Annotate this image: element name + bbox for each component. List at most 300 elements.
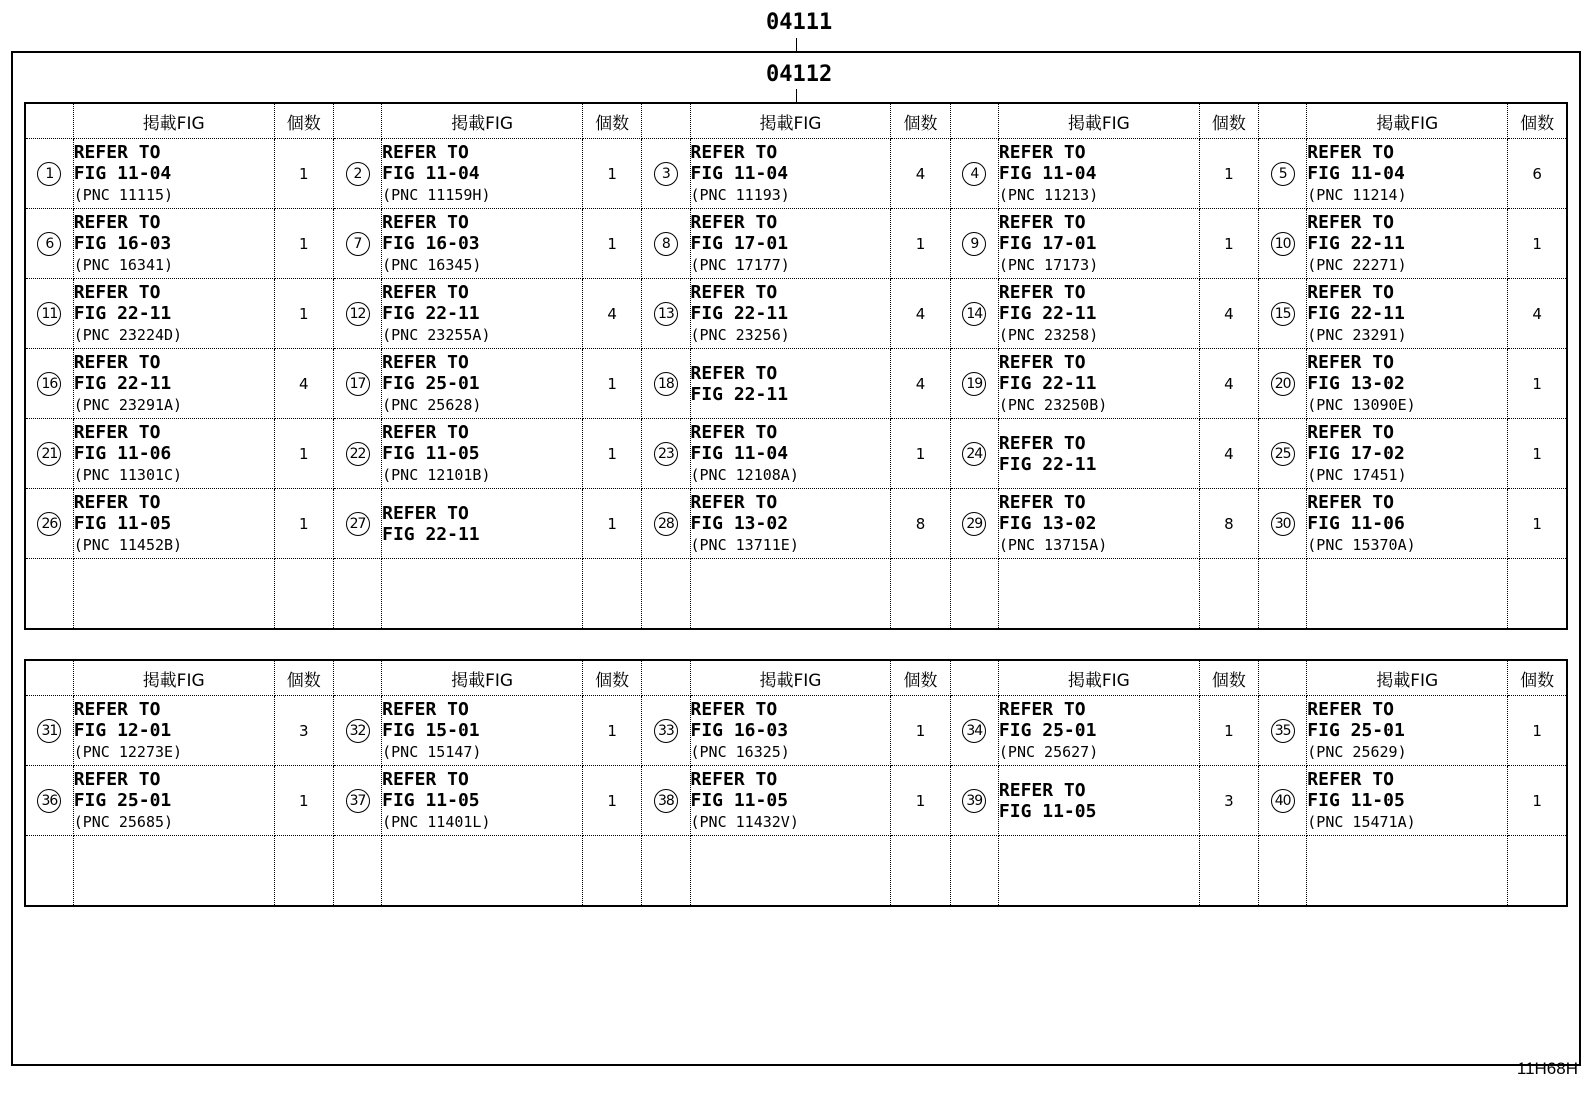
empty-cell [333,559,381,629]
header-ref-number [950,103,998,139]
empty-cell [274,836,333,906]
refer-to-text: REFER TO [1307,141,1394,163]
refer-to-text: REFER TO [998,281,1086,303]
refer-to-text: REFER TO [690,768,778,790]
ref-number-cell [25,696,73,766]
fig-reference-cell [690,489,891,559]
quantity-cell: 3 [1199,766,1258,836]
table-row [25,696,1567,766]
fig-number-text: FIG 12-01 [73,719,172,741]
fig-number-text: FIG 22-11 [998,453,1097,475]
pnc-text: (PNC 16345) [382,255,482,274]
refer-to-text: REFER TO [1307,491,1394,513]
pnc-text: (PNC 25628) [382,395,482,414]
pnc-text: (PNC 15471A) [1307,812,1416,831]
pnc-text: (PNC 23255A) [382,325,491,344]
fig-number-text: FIG 11-05 [382,789,480,811]
refer-to-text: REFER TO [73,698,161,720]
header-qty: 個数 [1199,103,1258,139]
header-ref-number [1259,103,1307,139]
ref-number-cell [1259,209,1307,279]
header-ref-number [642,660,690,696]
refer-to-text: REFER TO [690,141,778,163]
pnc-text: (PNC 13090E) [1307,395,1416,414]
header-qty: 個数 [583,103,642,139]
quantity-cell: 1 [1199,209,1258,279]
refer-to-text: REFER TO [73,351,161,373]
fig-reference-cell [998,766,1199,836]
fig-number-text: FIG 22-11 [690,383,789,405]
ref-number-cell [950,766,998,836]
ref-number-cell [1259,696,1307,766]
fig-reference-cell [1307,696,1508,766]
pnc-text: (PNC 12101B) [382,465,491,484]
empty-cell [1307,836,1508,906]
empty-cell [950,559,998,629]
fig-reference-cell [382,139,583,209]
fig-number-text: FIG 22-11 [73,302,172,324]
ref-number-circle: 32 [346,719,370,743]
refer-to-text: REFER TO [690,281,778,303]
header-fig: 掲載FIG [998,660,1199,696]
refer-to-text: REFER TO [690,362,778,384]
empty-cell [274,559,333,629]
fig-number-text: FIG 25-01 [998,719,1097,741]
fig-number-text: FIG 25-01 [73,789,172,811]
parts-reference-table-2 [24,659,1568,907]
ref-number-cell [333,349,381,419]
pnc-text: (PNC 23291) [1307,325,1407,344]
ref-number-circle: 25 [1271,442,1295,466]
refer-to-text: REFER TO [1307,351,1394,373]
fig-number-text: FIG 22-11 [1307,302,1405,324]
header-ref-number [1259,660,1307,696]
fig-reference-cell [73,139,274,209]
ref-number-circle: 13 [654,302,678,326]
quantity-cell: 1 [583,419,642,489]
quantity-cell: 1 [1508,419,1567,489]
fig-reference-cell [690,696,891,766]
quantity-cell: 4 [1199,419,1258,489]
fig-reference-cell [382,419,583,489]
fig-reference-cell [382,209,583,279]
figure-code: 11H68H [1516,1059,1578,1078]
header-qty: 個数 [274,660,333,696]
empty-cell [1199,836,1258,906]
empty-table-row [25,836,1567,906]
empty-cell [1199,559,1258,629]
ref-number-cell [25,349,73,419]
ref-number-cell [950,419,998,489]
fig-reference-cell [690,419,891,489]
ref-number-circle: 36 [37,789,61,813]
ref-number-circle: 31 [37,719,61,743]
ref-number-cell [333,696,381,766]
pnc-text: (PNC 11301C) [73,465,183,484]
header-fig: 掲載FIG [1307,103,1508,139]
ref-number-circle: 35 [1271,719,1295,743]
empty-cell [583,836,642,906]
ref-number-circle: 3 [654,162,678,186]
table-row [25,139,1567,209]
refer-to-text: REFER TO [1307,698,1394,720]
pnc-text: (PNC 11159H) [382,185,491,204]
pnc-text: (PNC 11213) [998,185,1099,204]
ref-number-circle: 19 [962,372,986,396]
refer-to-text: REFER TO [1307,211,1394,233]
fig-reference-cell [998,139,1199,209]
refer-to-text: REFER TO [1307,421,1394,443]
empty-cell [333,836,381,906]
quantity-cell: 1 [274,419,333,489]
quantity-cell: 4 [1508,279,1567,349]
fig-reference-cell [382,766,583,836]
refer-to-text: REFER TO [998,779,1086,801]
refer-to-text: REFER TO [382,698,469,720]
empty-cell [950,836,998,906]
ref-number-circle: 29 [962,512,986,536]
empty-cell [382,559,583,629]
ref-number-circle: 18 [654,372,678,396]
ref-number-cell [25,139,73,209]
ref-number-cell [642,489,690,559]
header-qty: 個数 [1199,660,1258,696]
empty-cell [998,836,1199,906]
fig-reference-cell [998,209,1199,279]
header-ref-number [642,103,690,139]
refer-to-text: REFER TO [998,211,1086,233]
fig-number-text: FIG 11-04 [73,162,172,184]
pnc-text: (PNC 15370A) [1307,535,1416,554]
quantity-cell: 4 [274,349,333,419]
quantity-cell: 4 [891,349,950,419]
quantity-cell: 4 [891,139,950,209]
fig-number-text: FIG 16-03 [73,232,172,254]
ref-number-cell [950,349,998,419]
fig-reference-cell [73,489,274,559]
ref-number-circle: 17 [346,372,370,396]
ref-number-cell [950,209,998,279]
empty-cell [382,836,583,906]
refer-to-text: REFER TO [73,421,161,443]
ref-number-circle: 38 [654,789,678,813]
ref-number-cell [333,419,381,489]
refer-to-text: REFER TO [73,491,161,513]
quantity-cell: 1 [583,766,642,836]
refer-to-text: REFER TO [73,141,161,163]
ref-number-circle: 39 [962,789,986,813]
ref-number-cell [1259,766,1307,836]
quantity-cell: 3 [274,696,333,766]
empty-cell [690,836,891,906]
pnc-text: (PNC 16325) [690,742,790,761]
ref-number-cell [642,209,690,279]
quantity-cell: 1 [583,209,642,279]
header-fig: 掲載FIG [73,660,274,696]
fig-reference-cell [1307,419,1508,489]
pnc-text: (PNC 23258) [998,325,1099,344]
ref-number-cell [25,279,73,349]
fig-reference-cell [73,349,274,419]
ref-number-cell [642,419,690,489]
ref-number-circle: 23 [654,442,678,466]
fig-number-text: FIG 25-01 [1307,719,1405,741]
refer-to-text: REFER TO [382,351,469,373]
quantity-cell: 1 [583,489,642,559]
ref-number-circle: 28 [654,512,678,536]
fig-number-text: FIG 25-01 [382,372,480,394]
fig-number-text: FIG 17-01 [690,232,789,254]
empty-cell [690,559,891,629]
header-qty: 個数 [891,103,950,139]
quantity-cell: 4 [583,279,642,349]
ref-number-circle: 12 [346,302,370,326]
fig-reference-cell [998,279,1199,349]
pnc-text: (PNC 11401L) [382,812,491,831]
header-ref-number [333,103,381,139]
empty-cell [998,559,1199,629]
ref-number-cell [950,139,998,209]
ref-number-circle: 8 [654,232,678,256]
refer-to-text: REFER TO [690,421,778,443]
ref-number-circle: 5 [1271,162,1295,186]
ref-number-cell [950,279,998,349]
header-ref-number [25,103,73,139]
ref-number-cell [642,349,690,419]
refer-to-text: REFER TO [690,491,778,513]
quantity-cell: 1 [583,696,642,766]
quantity-cell: 8 [1199,489,1258,559]
fig-number-text: FIG 11-05 [690,789,789,811]
ref-number-cell [1259,489,1307,559]
assembly-leader-line [796,38,797,51]
table-row [25,419,1567,489]
ref-number-circle: 16 [37,372,61,396]
quantity-cell: 1 [1199,139,1258,209]
ref-number-circle: 11 [37,302,61,326]
pnc-text: (PNC 25629) [1307,742,1407,761]
quantity-cell: 1 [274,279,333,349]
refer-to-text: REFER TO [690,698,778,720]
fig-reference-cell [73,766,274,836]
ref-number-circle: 14 [962,302,986,326]
refer-to-text: REFER TO [998,491,1086,513]
fig-reference-cell [690,209,891,279]
refer-to-text: REFER TO [690,211,778,233]
quantity-cell: 4 [891,279,950,349]
fig-reference-cell [998,696,1199,766]
fig-number-text: FIG 22-11 [382,302,480,324]
ref-number-cell [333,766,381,836]
fig-reference-cell [690,279,891,349]
pnc-text: (PNC 15147) [382,742,482,761]
refer-to-text: REFER TO [382,141,469,163]
header-qty: 個数 [274,103,333,139]
header-fig: 掲載FIG [690,660,891,696]
fig-reference-cell [998,419,1199,489]
fig-number-text: FIG 11-04 [690,162,789,184]
header-qty: 個数 [583,660,642,696]
header-fig: 掲載FIG [73,103,274,139]
ref-number-cell [333,209,381,279]
fig-number-text: FIG 11-05 [73,512,172,534]
ref-number-circle: 15 [1271,302,1295,326]
ref-number-circle: 27 [346,512,370,536]
ref-number-cell [642,696,690,766]
ref-number-circle: 37 [346,789,370,813]
empty-cell [25,559,73,629]
fig-reference-cell [998,489,1199,559]
ref-number-cell [333,489,381,559]
pnc-text: (PNC 25627) [998,742,1099,761]
ref-number-circle: 34 [962,719,986,743]
fig-number-text: FIG 11-05 [1307,789,1405,811]
pnc-text: (PNC 23250B) [998,395,1108,414]
ref-number-circle: 4 [962,162,986,186]
table-row [25,209,1567,279]
empty-cell [891,836,950,906]
fig-number-text: FIG 17-01 [998,232,1097,254]
refer-to-text: REFER TO [382,281,469,303]
empty-cell [1307,559,1508,629]
quantity-cell: 1 [891,209,950,279]
pnc-text: (PNC 23291A) [73,395,183,414]
fig-reference-cell [73,209,274,279]
fig-reference-cell [690,349,891,419]
ref-number-cell [642,766,690,836]
empty-cell [25,836,73,906]
fig-reference-cell [1307,209,1508,279]
pnc-text: (PNC 11452B) [73,535,183,554]
ref-number-circle: 7 [346,232,370,256]
ref-number-circle: 6 [37,232,61,256]
fig-reference-cell [690,766,891,836]
quantity-cell: 1 [1508,489,1567,559]
fig-reference-cell [382,489,583,559]
pnc-text: (PNC 23224D) [73,325,183,344]
ref-number-circle: 1 [37,162,61,186]
fig-number-text: FIG 13-02 [1307,372,1405,394]
fig-reference-cell [382,696,583,766]
fig-number-text: FIG 11-06 [1307,512,1405,534]
quantity-cell: 1 [583,139,642,209]
ref-number-cell [950,489,998,559]
fig-reference-cell [73,279,274,349]
refer-to-text: REFER TO [382,421,469,443]
refer-to-text: REFER TO [382,502,469,524]
pnc-text: (PNC 11214) [1307,185,1407,204]
refer-to-text: REFER TO [73,211,161,233]
header-ref-number [333,660,381,696]
pnc-text: (PNC 12108A) [690,465,799,484]
empty-cell [73,836,274,906]
fig-reference-cell [73,696,274,766]
fig-reference-cell [1307,489,1508,559]
refer-to-text: REFER TO [1307,281,1394,303]
fig-number-text: FIG 11-04 [382,162,480,184]
subassembly-leader-line [796,89,797,102]
ref-number-cell [1259,419,1307,489]
ref-number-circle: 21 [37,442,61,466]
fig-number-text: FIG 22-11 [998,372,1097,394]
pnc-text: (PNC 25685) [73,812,174,831]
empty-cell [1259,559,1307,629]
fig-number-text: FIG 17-02 [1307,442,1405,464]
fig-number-text: FIG 22-11 [1307,232,1405,254]
fig-reference-cell [382,349,583,419]
header-fig: 掲載FIG [690,103,891,139]
refer-to-text: REFER TO [1307,768,1394,790]
ref-number-circle: 22 [346,442,370,466]
ref-number-circle: 33 [654,719,678,743]
assembly-code-label: 04111 [766,10,833,35]
pnc-text: (PNC 22271) [1307,255,1407,274]
ref-number-cell [1259,279,1307,349]
ref-number-circle: 30 [1271,512,1295,536]
quantity-cell: 1 [1508,766,1567,836]
ref-number-cell [333,139,381,209]
empty-cell [642,559,690,629]
ref-number-cell [25,766,73,836]
quantity-cell: 1 [1508,696,1567,766]
quantity-cell: 1 [891,696,950,766]
refer-to-text: REFER TO [998,351,1086,373]
fig-number-text: FIG 22-11 [73,372,172,394]
ref-number-cell [1259,139,1307,209]
subassembly-code-label: 04112 [766,62,833,87]
empty-cell [73,559,274,629]
header-ref-number [25,660,73,696]
quantity-cell: 1 [274,766,333,836]
fig-number-text: FIG 16-03 [382,232,480,254]
fig-reference-cell [1307,279,1508,349]
quantity-cell: 1 [274,209,333,279]
quantity-cell: 6 [1508,139,1567,209]
table-row [25,766,1567,836]
header-fig: 掲載FIG [382,660,583,696]
ref-number-cell [1259,349,1307,419]
ref-number-circle: 24 [962,442,986,466]
ref-number-cell [25,419,73,489]
parts-reference-table-1 [24,102,1568,630]
fig-number-text: FIG 11-04 [998,162,1097,184]
quantity-cell: 1 [1508,349,1567,419]
fig-number-text: FIG 11-05 [382,442,480,464]
fig-reference-cell [690,139,891,209]
pnc-text: (PNC 12273E) [73,742,183,761]
fig-number-text: FIG 11-06 [73,442,172,464]
pnc-text: (PNC 16341) [73,255,174,274]
quantity-cell: 1 [891,419,950,489]
table-row [25,489,1567,559]
fig-number-text: FIG 11-05 [998,800,1097,822]
ref-number-circle: 40 [1271,789,1295,813]
refer-to-text: REFER TO [73,281,161,303]
fig-number-text: FIG 11-04 [690,442,789,464]
fig-reference-cell [998,349,1199,419]
ref-number-circle: 26 [37,512,61,536]
fig-reference-cell [1307,349,1508,419]
quantity-cell: 1 [583,349,642,419]
pnc-text: (PNC 11432V) [690,812,799,831]
empty-table-row [25,559,1567,629]
fig-number-text: FIG 22-11 [382,523,480,545]
fig-reference-cell [382,279,583,349]
refer-to-text: REFER TO [382,211,469,233]
ref-number-cell [950,696,998,766]
pnc-text: (PNC 13711E) [690,535,799,554]
refer-to-text: REFER TO [998,141,1086,163]
